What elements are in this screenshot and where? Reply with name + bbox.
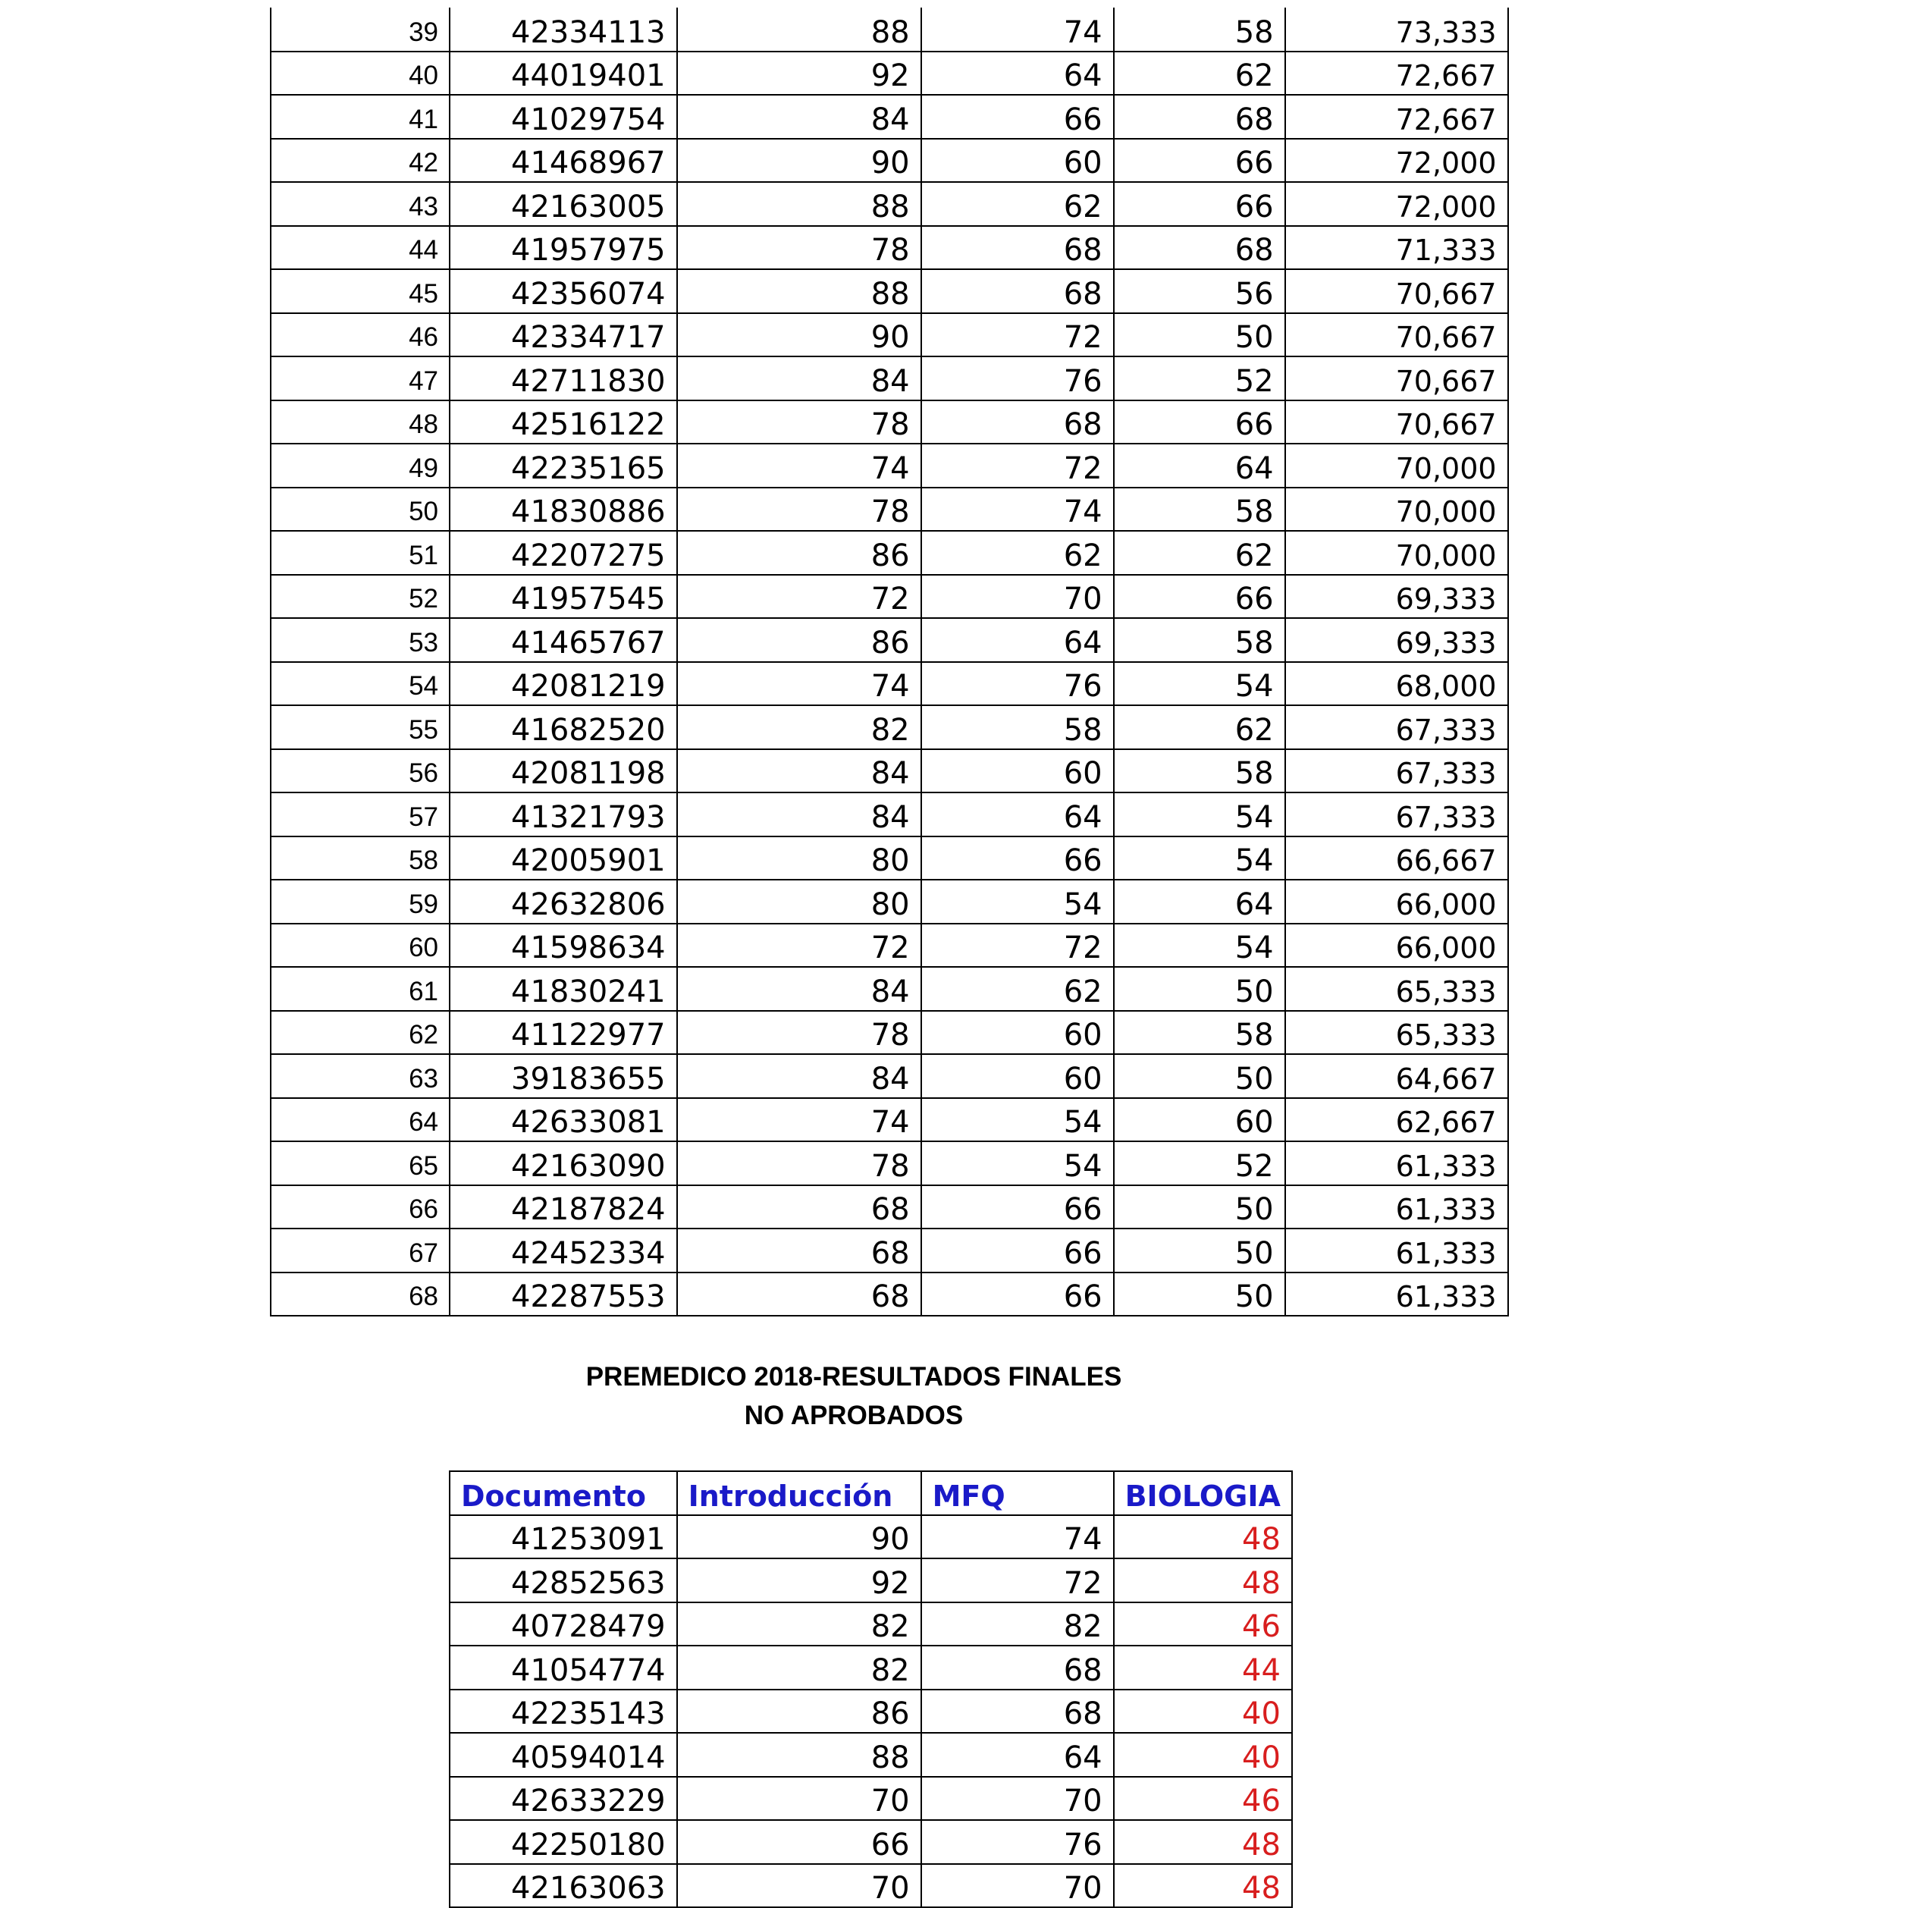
cell-promedio: 67,333 — [1285, 705, 1508, 749]
cell-biologia: 52 — [1114, 1141, 1285, 1185]
cell-documento: 42334113 — [450, 8, 677, 52]
cell-mfq: 54 — [921, 1141, 1114, 1185]
cell-promedio: 64,667 — [1285, 1054, 1508, 1098]
cell-introduccion: 78 — [677, 1011, 921, 1055]
cell-mfq: 72 — [921, 924, 1114, 968]
cell-introduccion: 92 — [677, 52, 921, 96]
cell-mfq: 54 — [921, 880, 1114, 924]
cell-documento: 41957975 — [450, 226, 677, 270]
cell-documento: 41321793 — [450, 792, 677, 836]
cell-documento: 42632806 — [450, 880, 677, 924]
cell-biologia: 40 — [1114, 1690, 1292, 1734]
cell-rank: 53 — [271, 618, 450, 662]
cell-biologia: 64 — [1114, 444, 1285, 488]
cell-mfq: 70 — [921, 1864, 1114, 1908]
cell-promedio: 72,667 — [1285, 95, 1508, 139]
cell-documento: 42235143 — [450, 1690, 677, 1734]
cell-introduccion: 82 — [677, 705, 921, 749]
cell-mfq: 66 — [921, 1229, 1114, 1273]
cell-introduccion: 74 — [677, 1098, 921, 1142]
table-row — [271, 924, 1508, 968]
cell-documento: 42207275 — [450, 531, 677, 575]
cell-biologia: 68 — [1114, 226, 1285, 270]
cell-biologia: 50 — [1114, 1229, 1285, 1273]
table-row — [271, 52, 1508, 96]
cell-promedio: 71,333 — [1285, 226, 1508, 270]
cell-mfq: 64 — [921, 52, 1114, 96]
cell-introduccion: 84 — [677, 749, 921, 793]
cell-introduccion: 66 — [677, 1820, 921, 1864]
section-heading — [270, 1357, 1438, 1435]
cell-biologia: 58 — [1114, 488, 1285, 532]
cell-introduccion: 80 — [677, 880, 921, 924]
cell-rank: 68 — [271, 1273, 450, 1316]
cell-introduccion: 84 — [677, 356, 921, 400]
cell-promedio: 61,333 — [1285, 1273, 1508, 1316]
cell-introduccion: 68 — [677, 1273, 921, 1316]
cell-documento: 41830886 — [450, 488, 677, 532]
approved-results-table — [270, 8, 1509, 1316]
cell-mfq: 76 — [921, 1820, 1114, 1864]
failed-header-row — [450, 1471, 1292, 1515]
cell-documento: 41122977 — [450, 1011, 677, 1055]
cell-documento: 42005901 — [450, 836, 677, 880]
cell-biologia: 48 — [1114, 1864, 1292, 1908]
cell-mfq: 66 — [921, 95, 1114, 139]
table-row — [271, 705, 1508, 749]
cell-mfq: 72 — [921, 444, 1114, 488]
cell-promedio: 70,667 — [1285, 269, 1508, 313]
cell-introduccion: 86 — [677, 1690, 921, 1734]
cell-promedio: 66,667 — [1285, 836, 1508, 880]
cell-documento: 41682520 — [450, 705, 677, 749]
cell-documento: 41830241 — [450, 967, 677, 1011]
table-row — [271, 226, 1508, 270]
cell-rank: 57 — [271, 792, 450, 836]
cell-promedio: 72,000 — [1285, 139, 1508, 183]
cell-biologia: 54 — [1114, 792, 1285, 836]
cell-documento: 42356074 — [450, 269, 677, 313]
table-row — [271, 880, 1508, 924]
table-row — [271, 1185, 1508, 1229]
cell-introduccion: 68 — [677, 1229, 921, 1273]
cell-introduccion: 80 — [677, 836, 921, 880]
table-row — [450, 1515, 1292, 1559]
cell-documento: 41054774 — [450, 1646, 677, 1690]
cell-promedio: 61,333 — [1285, 1185, 1508, 1229]
table-row — [271, 313, 1508, 357]
cell-mfq: 62 — [921, 967, 1114, 1011]
cell-promedio: 66,000 — [1285, 880, 1508, 924]
cell-introduccion: 84 — [677, 1054, 921, 1098]
table-row — [271, 1229, 1508, 1273]
cell-introduccion: 78 — [677, 1141, 921, 1185]
cell-rank: 60 — [271, 924, 450, 968]
cell-biologia: 58 — [1114, 618, 1285, 662]
cell-documento: 40728479 — [450, 1602, 677, 1646]
cell-biologia: 66 — [1114, 400, 1285, 444]
cell-promedio: 68,000 — [1285, 662, 1508, 706]
cell-documento: 41029754 — [450, 95, 677, 139]
table-row — [271, 182, 1508, 226]
cell-documento: 42081198 — [450, 749, 677, 793]
cell-biologia: 50 — [1114, 967, 1285, 1011]
cell-documento: 42711830 — [450, 356, 677, 400]
cell-biologia: 40 — [1114, 1733, 1292, 1777]
table-row — [271, 1011, 1508, 1055]
cell-documento: 39183655 — [450, 1054, 677, 1098]
column-header-biologia: BIOLOGIA — [1114, 1471, 1292, 1515]
cell-mfq: 72 — [921, 1558, 1114, 1602]
cell-documento: 42633081 — [450, 1098, 677, 1142]
cell-documento: 42516122 — [450, 400, 677, 444]
cell-documento: 42250180 — [450, 1820, 677, 1864]
cell-biologia: 68 — [1114, 95, 1285, 139]
cell-biologia: 60 — [1114, 1098, 1285, 1142]
cell-mfq: 60 — [921, 1054, 1114, 1098]
cell-rank: 44 — [271, 226, 450, 270]
cell-mfq: 54 — [921, 1098, 1114, 1142]
cell-documento: 44019401 — [450, 52, 677, 96]
cell-promedio: 70,667 — [1285, 400, 1508, 444]
cell-biologia: 64 — [1114, 880, 1285, 924]
cell-promedio: 65,333 — [1285, 967, 1508, 1011]
cell-rank: 49 — [271, 444, 450, 488]
cell-biologia: 46 — [1114, 1602, 1292, 1646]
cell-promedio: 69,333 — [1285, 618, 1508, 662]
cell-promedio: 72,667 — [1285, 52, 1508, 96]
cell-introduccion: 72 — [677, 924, 921, 968]
cell-promedio: 67,333 — [1285, 749, 1508, 793]
cell-rank: 58 — [271, 836, 450, 880]
cell-mfq: 70 — [921, 1777, 1114, 1821]
cell-biologia: 48 — [1114, 1558, 1292, 1602]
cell-rank: 59 — [271, 880, 450, 924]
cell-promedio: 70,667 — [1285, 356, 1508, 400]
cell-mfq: 66 — [921, 836, 1114, 880]
cell-rank: 55 — [271, 705, 450, 749]
table-row — [271, 575, 1508, 619]
failed-results-table — [449, 1470, 1293, 1908]
cell-biologia: 48 — [1114, 1820, 1292, 1864]
cell-biologia: 52 — [1114, 356, 1285, 400]
cell-rank: 48 — [271, 400, 450, 444]
table-row — [271, 95, 1508, 139]
cell-introduccion: 78 — [677, 400, 921, 444]
cell-introduccion: 86 — [677, 531, 921, 575]
table-row — [450, 1690, 1292, 1734]
cell-rank: 45 — [271, 269, 450, 313]
table-row — [271, 836, 1508, 880]
cell-rank: 43 — [271, 182, 450, 226]
cell-rank: 63 — [271, 1054, 450, 1098]
cell-documento: 42287553 — [450, 1273, 677, 1316]
cell-biologia: 46 — [1114, 1777, 1292, 1821]
cell-biologia: 62 — [1114, 52, 1285, 96]
cell-introduccion: 78 — [677, 226, 921, 270]
cell-mfq: 74 — [921, 488, 1114, 532]
cell-rank: 54 — [271, 662, 450, 706]
cell-documento: 42163090 — [450, 1141, 677, 1185]
cell-introduccion: 90 — [677, 139, 921, 183]
cell-rank: 67 — [271, 1229, 450, 1273]
cell-mfq: 68 — [921, 226, 1114, 270]
cell-rank: 62 — [271, 1011, 450, 1055]
cell-mfq: 68 — [921, 1690, 1114, 1734]
cell-introduccion: 84 — [677, 967, 921, 1011]
cell-mfq: 60 — [921, 749, 1114, 793]
cell-promedio: 65,333 — [1285, 1011, 1508, 1055]
cell-rank: 51 — [271, 531, 450, 575]
cell-mfq: 64 — [921, 792, 1114, 836]
cell-rank: 66 — [271, 1185, 450, 1229]
cell-documento: 40594014 — [450, 1733, 677, 1777]
table-row — [271, 8, 1508, 52]
cell-documento: 42852563 — [450, 1558, 677, 1602]
cell-introduccion: 86 — [677, 618, 921, 662]
cell-biologia: 62 — [1114, 705, 1285, 749]
cell-promedio: 72,000 — [1285, 182, 1508, 226]
cell-biologia: 50 — [1114, 1054, 1285, 1098]
table-row — [450, 1864, 1292, 1908]
cell-mfq: 58 — [921, 705, 1114, 749]
cell-biologia: 50 — [1114, 1185, 1285, 1229]
cell-introduccion: 92 — [677, 1558, 921, 1602]
cell-promedio: 70,000 — [1285, 444, 1508, 488]
column-header-introduccion: Introducción — [677, 1471, 921, 1515]
column-header-mfq: MFQ — [921, 1471, 1114, 1515]
cell-documento: 41253091 — [450, 1515, 677, 1559]
table-row — [450, 1820, 1292, 1864]
table-row — [271, 618, 1508, 662]
cell-biologia: 48 — [1114, 1515, 1292, 1559]
cell-introduccion: 88 — [677, 1733, 921, 1777]
cell-rank: 65 — [271, 1141, 450, 1185]
table-row — [271, 1141, 1508, 1185]
cell-mfq: 68 — [921, 400, 1114, 444]
cell-documento: 41598634 — [450, 924, 677, 968]
cell-documento: 42452334 — [450, 1229, 677, 1273]
table-row — [271, 269, 1508, 313]
cell-biologia: 58 — [1114, 1011, 1285, 1055]
cell-documento: 41957545 — [450, 575, 677, 619]
cell-mfq: 60 — [921, 139, 1114, 183]
cell-mfq: 64 — [921, 618, 1114, 662]
cell-promedio: 66,000 — [1285, 924, 1508, 968]
cell-introduccion: 82 — [677, 1602, 921, 1646]
failed-results-body — [450, 1515, 1292, 1908]
cell-mfq: 62 — [921, 182, 1114, 226]
cell-mfq: 68 — [921, 1646, 1114, 1690]
cell-documento: 41468967 — [450, 139, 677, 183]
heading-title: PREMEDICO 2018-RESULTADOS FINALES — [585, 1362, 1122, 1392]
cell-biologia: 66 — [1114, 575, 1285, 619]
cell-biologia: 58 — [1114, 8, 1285, 52]
cell-documento: 42334717 — [450, 313, 677, 357]
cell-promedio: 70,000 — [1285, 488, 1508, 532]
table-row — [450, 1602, 1292, 1646]
cell-introduccion: 68 — [677, 1185, 921, 1229]
cell-promedio: 73,333 — [1285, 8, 1508, 52]
cell-promedio: 70,000 — [1285, 531, 1508, 575]
cell-biologia: 66 — [1114, 139, 1285, 183]
table-row — [450, 1733, 1292, 1777]
cell-biologia: 66 — [1114, 182, 1285, 226]
cell-rank: 61 — [271, 967, 450, 1011]
table-row — [271, 400, 1508, 444]
cell-mfq: 66 — [921, 1185, 1114, 1229]
table-row — [271, 662, 1508, 706]
table-row — [271, 531, 1508, 575]
cell-introduccion: 90 — [677, 313, 921, 357]
cell-rank: 64 — [271, 1098, 450, 1142]
cell-mfq: 72 — [921, 313, 1114, 357]
cell-rank: 50 — [271, 488, 450, 532]
cell-mfq: 82 — [921, 1602, 1114, 1646]
cell-mfq: 64 — [921, 1733, 1114, 1777]
cell-introduccion: 84 — [677, 792, 921, 836]
cell-biologia: 54 — [1114, 836, 1285, 880]
cell-rank: 41 — [271, 95, 450, 139]
cell-promedio: 70,667 — [1285, 313, 1508, 357]
table-row — [450, 1777, 1292, 1821]
cell-introduccion: 90 — [677, 1515, 921, 1559]
cell-introduccion: 74 — [677, 662, 921, 706]
cell-mfq: 76 — [921, 356, 1114, 400]
cell-promedio: 69,333 — [1285, 575, 1508, 619]
cell-introduccion: 78 — [677, 488, 921, 532]
table-row — [271, 792, 1508, 836]
table-row — [450, 1646, 1292, 1690]
table-row — [450, 1558, 1292, 1602]
cell-biologia: 62 — [1114, 531, 1285, 575]
cell-rank: 47 — [271, 356, 450, 400]
cell-documento: 42633229 — [450, 1777, 677, 1821]
cell-biologia: 50 — [1114, 313, 1285, 357]
cell-promedio: 62,667 — [1285, 1098, 1508, 1142]
cell-biologia: 56 — [1114, 269, 1285, 313]
cell-biologia: 58 — [1114, 749, 1285, 793]
cell-biologia: 44 — [1114, 1646, 1292, 1690]
cell-documento: 42235165 — [450, 444, 677, 488]
cell-rank: 39 — [271, 8, 450, 52]
cell-rank: 56 — [271, 749, 450, 793]
table-row — [271, 1054, 1508, 1098]
heading-subtitle: NO APROBADOS — [744, 1401, 964, 1430]
cell-mfq: 62 — [921, 531, 1114, 575]
cell-introduccion: 88 — [677, 269, 921, 313]
cell-introduccion: 72 — [677, 575, 921, 619]
cell-introduccion: 74 — [677, 444, 921, 488]
cell-introduccion: 70 — [677, 1777, 921, 1821]
approved-results-body — [271, 8, 1508, 1316]
table-row — [271, 488, 1508, 532]
cell-biologia: 50 — [1114, 1273, 1285, 1316]
cell-introduccion: 70 — [677, 1864, 921, 1908]
cell-biologia: 54 — [1114, 662, 1285, 706]
table-row — [271, 1098, 1508, 1142]
table-row — [271, 967, 1508, 1011]
cell-mfq: 70 — [921, 575, 1114, 619]
table-row — [271, 139, 1508, 183]
cell-biologia: 54 — [1114, 924, 1285, 968]
table-row — [271, 749, 1508, 793]
cell-rank: 42 — [271, 139, 450, 183]
cell-documento: 42081219 — [450, 662, 677, 706]
cell-documento: 41465767 — [450, 618, 677, 662]
cell-introduccion: 82 — [677, 1646, 921, 1690]
cell-mfq: 60 — [921, 1011, 1114, 1055]
cell-mfq: 66 — [921, 1273, 1114, 1316]
table-row — [271, 444, 1508, 488]
cell-mfq: 76 — [921, 662, 1114, 706]
cell-rank: 46 — [271, 313, 450, 357]
cell-documento: 42163005 — [450, 182, 677, 226]
cell-mfq: 68 — [921, 269, 1114, 313]
cell-rank: 40 — [271, 52, 450, 96]
cell-rank: 52 — [271, 575, 450, 619]
cell-mfq: 74 — [921, 8, 1114, 52]
table-row — [271, 1273, 1508, 1316]
cell-documento: 42163063 — [450, 1864, 677, 1908]
cell-introduccion: 88 — [677, 182, 921, 226]
cell-introduccion: 88 — [677, 8, 921, 52]
cell-promedio: 61,333 — [1285, 1141, 1508, 1185]
cell-mfq: 74 — [921, 1515, 1114, 1559]
cell-promedio: 61,333 — [1285, 1229, 1508, 1273]
cell-introduccion: 84 — [677, 95, 921, 139]
column-header-documento: Documento — [450, 1471, 677, 1515]
table-row — [271, 356, 1508, 400]
cell-documento: 42187824 — [450, 1185, 677, 1229]
cell-promedio: 67,333 — [1285, 792, 1508, 836]
